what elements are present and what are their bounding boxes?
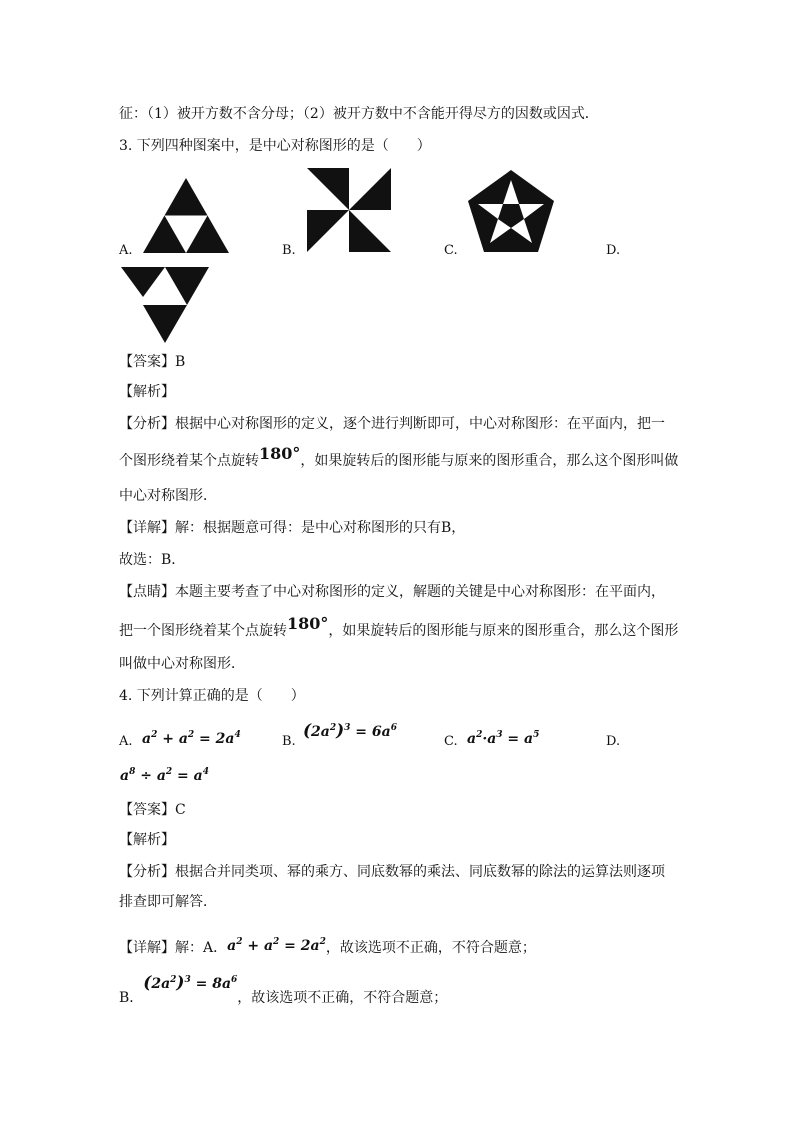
- q3-dianjing-2b: ，如果旋转后的图形能与原来的图形重合，那么这个图形: [328, 623, 679, 639]
- q4-fenxi-line-1: 【分析】根据合并同类项、幂的乘方、同底数幂的乘法、同底数幂的除法的运算法则逐项: [119, 864, 665, 880]
- q4-analysis-label: 【解析】: [119, 832, 175, 848]
- q4-fenxi-line-2: 排查即可解答．: [119, 894, 217, 910]
- q4-option-b-expr: $(2a^2)^3 = 6a^6$: [303, 721, 397, 741]
- q3-dianjing-line-1: 【点睛】本题主要考查了中心对称图形的定义，解题的关键是中心对称图形：在平面内，: [119, 584, 665, 600]
- q4-stem: 4. 下列计算正确的是（ ）: [119, 688, 305, 704]
- q3-fenxi-line-2: [119, 444, 679, 471]
- q3-answer: 【答案】B: [119, 354, 186, 370]
- q4-answer: 【答案】C: [119, 802, 186, 818]
- q4-option-c-expr: $a^2\cdot a^3 = a^5$: [467, 730, 540, 747]
- q4-option-a-label: A.: [119, 734, 133, 749]
- q3-dianjing-2a: 把一个图形绕着某个点旋转: [119, 623, 287, 639]
- q3-figure-d-three-triangles: [121, 267, 209, 343]
- q4-detail-2b: ，故该选项不正确，不符合题意；: [237, 990, 448, 1006]
- q3-detail-line-2: 故选：B．: [119, 552, 186, 568]
- q4-option-b-label: B.: [282, 734, 296, 749]
- q3-angle-1: 180°: [259, 444, 301, 463]
- q3-angle-2: 180°: [287, 614, 329, 633]
- q3-dianjing-line-3: 叫做中心对称图形．: [119, 656, 245, 672]
- q3-option-d-label: D.: [606, 243, 621, 258]
- q3-stem: 3. 下列四种图案中，是中心对称图形的是（ ）: [119, 138, 431, 154]
- q4-detail-b-expr: $(2a^2)^3 = 8a^6$: [143, 973, 238, 993]
- q4-option-a-expr: $a^2 + a^2 = 2a^4$: [142, 730, 241, 747]
- q4-detail-1a: 【详解】解：A．: [119, 940, 228, 956]
- q3-dianjing-line-2: [119, 614, 679, 641]
- q3-option-b-label: B.: [282, 243, 296, 258]
- q3-figure-c-pentagon-star: [468, 170, 554, 252]
- q3-analysis-label: 【解析】: [119, 384, 175, 400]
- q4-detail-a-expr: $a^2 + a^2 = 2a^2$: [227, 937, 326, 954]
- q4-option-d-label: D.: [606, 734, 621, 749]
- q3-fenxi-2a: 个图形绕着某个点旋转: [119, 453, 259, 469]
- q4-option-c-label: C.: [444, 734, 458, 749]
- q3-option-a-label: A.: [119, 243, 133, 258]
- q3-option-c-label: C.: [444, 243, 458, 258]
- q3-detail-line-1: 【详解】解：根据题意可得：是中心对称图形的只有B，: [119, 520, 466, 536]
- q4-detail-line-1: [119, 934, 536, 958]
- intro-line: 征：（1）被开方数不含分母；（2）被开方数中不含能开得尽方的因数或因式．: [119, 106, 599, 122]
- q4-option-d-expr: $a^8 \div a^2 = a^4$: [120, 767, 209, 784]
- q4-detail-1b: ，故该选项不正确，不符合题意；: [325, 940, 536, 956]
- q3-fenxi-line-3: 中心对称图形．: [119, 488, 217, 504]
- q3-figure-a-triangle: [143, 178, 229, 253]
- q4-detail-2a: B．: [119, 990, 144, 1006]
- q3-fenxi-2b: ，如果旋转后的图形能与原来的图形重合，那么这个图形叫做: [300, 453, 679, 469]
- q3-figure-b-pinwheel: [307, 168, 391, 252]
- q4-detail-line-2: [119, 972, 448, 1006]
- q3-fenxi-line-1: 【分析】根据中心对称图形的定义，逐个进行判断即可，中心对称图形：在平面内，把一: [119, 416, 665, 432]
